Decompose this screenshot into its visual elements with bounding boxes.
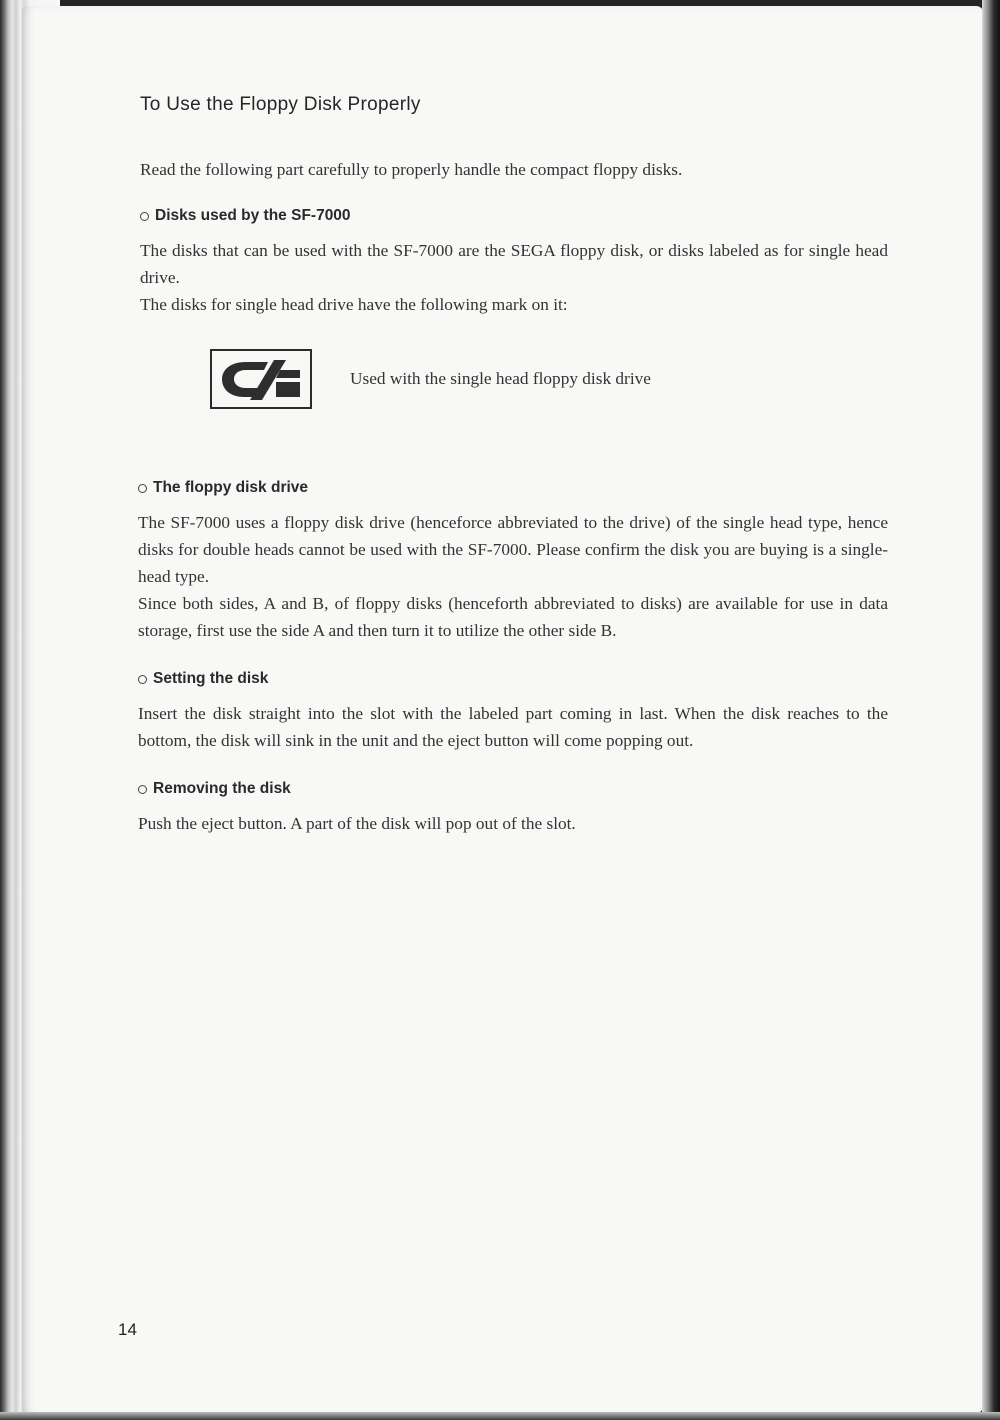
section-heading: [138, 670, 888, 688]
section-paragraph: Since both sides, A and B, of floppy disks (henceforth abbreviated to disks) are available for use in data storage, first use the side A and then turn it to utilize the other side B.: [138, 594, 888, 640]
single-head-disk-logo-icon: [210, 349, 312, 409]
circle-bullet-icon: [138, 675, 147, 684]
circle-bullet-icon: [140, 212, 149, 221]
mark-caption: Used with the single head floppy disk drive: [350, 369, 651, 388]
section-paragraph: Push the eject button. A part of the disk will pop out of the slot.: [138, 814, 576, 833]
single-head-mark-row: [210, 349, 888, 409]
section-disks-used: [140, 207, 888, 409]
section-paragraph: The disks that can be used with the SF-7000 are the SEGA floppy disk, or disks labeled as for single head drive.: [140, 241, 888, 287]
section-setting-disk: [138, 670, 888, 754]
page-title: To Use the Floppy Disk Properly: [140, 94, 421, 115]
intro-paragraph: Read the following part carefully to properly handle the compact floppy disks.: [140, 160, 683, 179]
circle-bullet-icon: [138, 785, 147, 794]
section-heading-text: Disks used by the SF-7000: [155, 207, 351, 224]
section-heading: [138, 479, 888, 497]
section-floppy-drive: [138, 479, 888, 644]
page-number: 14: [118, 1320, 137, 1339]
section-heading: [138, 780, 888, 798]
section-heading-text: Removing the disk: [153, 780, 291, 797]
section-paragraph: Insert the disk straight into the slot with the labeled part coming in last. When the disk reaches to the bottom, the disk will sink in the unit and the eject button will come popping out.: [138, 704, 888, 750]
section-paragraph: The SF-7000 uses a floppy disk drive (henceforce abbreviated to the drive) of the single head type, hence disks for double heads cannot be used with the SF-7000. Please confirm the disk you are buying is a single-head type.: [138, 513, 888, 586]
right-page-edge: [982, 0, 1000, 1420]
section-removing-disk: [138, 780, 888, 837]
bottom-page-edge: [0, 1412, 1000, 1420]
section-paragraph: The disks for single head drive have the following mark on it:: [140, 295, 568, 314]
section-heading: [140, 207, 888, 225]
section-heading-text: The floppy disk drive: [153, 479, 309, 496]
circle-bullet-icon: [138, 484, 147, 493]
section-heading-text: Setting the disk: [153, 670, 269, 687]
logo-graphic: [216, 354, 306, 404]
page-content: [138, 94, 888, 863]
